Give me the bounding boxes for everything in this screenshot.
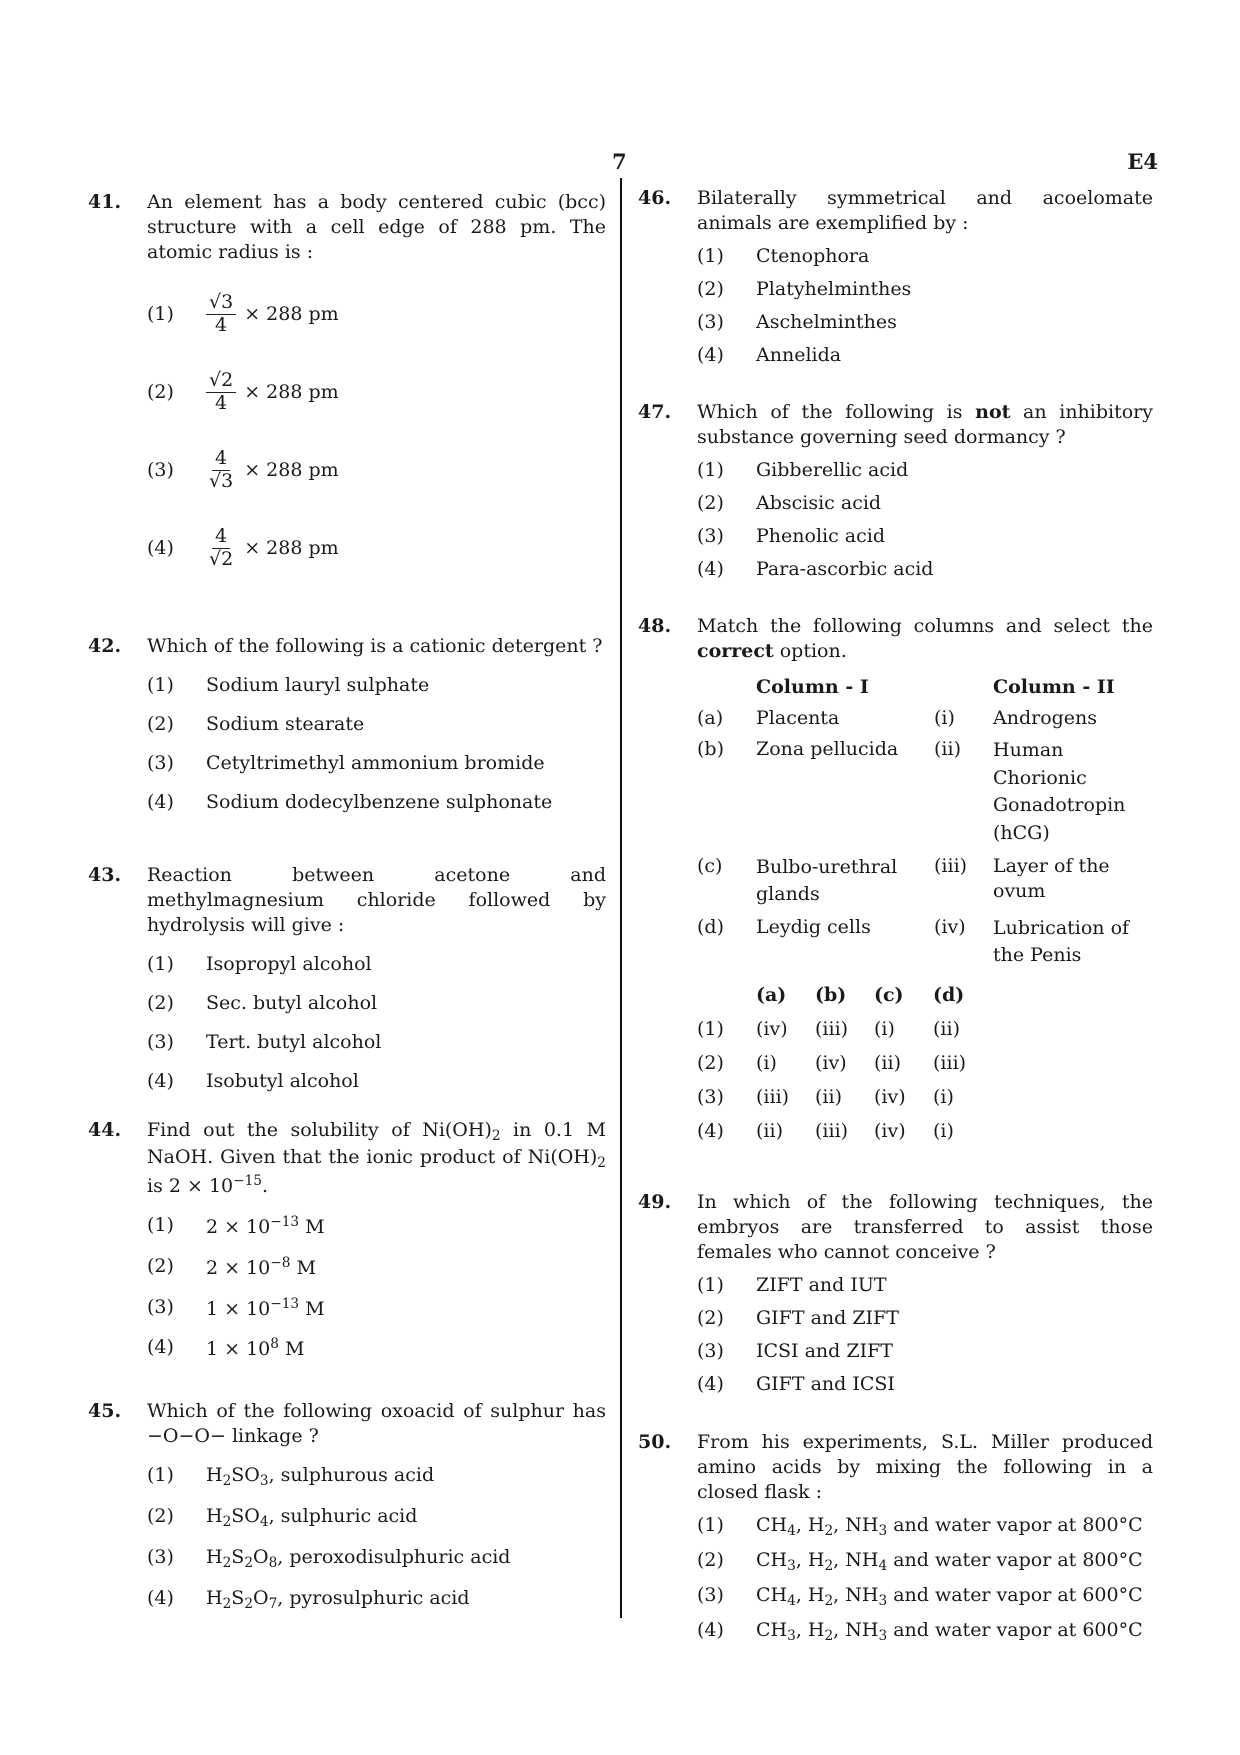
question-47	[638, 400, 1153, 582]
option-text: Ctenophora	[756, 245, 870, 268]
option-text: GIFT and ICSI	[756, 1373, 895, 1396]
unit: M	[299, 1297, 325, 1320]
row-item: Human Chorionic Gonadotropin (hCG)	[993, 739, 1126, 844]
formula-part: , H	[795, 1584, 825, 1607]
match-row	[697, 851, 1153, 912]
option-3[interactable]	[697, 1583, 1153, 1610]
subscript: 2	[244, 1595, 254, 1612]
superscript: −15	[233, 1172, 262, 1189]
formula-part: and water vapor at 800°C	[887, 1549, 1143, 1572]
option-text: Abscisic acid	[756, 492, 882, 515]
question-number: 49.	[638, 1191, 672, 1213]
option-label: (3)	[697, 1086, 724, 1109]
option-label: (3)	[147, 1545, 174, 1568]
option-label: (2)	[147, 713, 174, 736]
option-label: (3)	[147, 1031, 174, 1054]
answer-table	[697, 979, 992, 1149]
formula-part: H	[206, 1545, 223, 1568]
numerator: 4	[212, 448, 230, 471]
option-label: (2)	[697, 492, 724, 515]
option-3[interactable]	[697, 1081, 992, 1115]
stem-part: is 2 × 10	[147, 1174, 234, 1197]
option-text	[206, 1463, 606, 1490]
row-label: (iii)	[934, 854, 968, 877]
option-text: Gibberellic acid	[756, 459, 909, 482]
subscript: 3	[878, 1627, 888, 1644]
option-3[interactable]	[697, 1339, 1153, 1364]
option-3[interactable]	[147, 1295, 606, 1322]
subscript: 3	[787, 1557, 796, 1574]
match-row	[697, 912, 1153, 973]
subscript: 2	[491, 1127, 501, 1144]
subscript: 3	[878, 1592, 888, 1609]
option-label: (2)	[697, 1307, 724, 1330]
formula-part: S	[231, 1545, 245, 1568]
option-text	[206, 1335, 606, 1362]
formula-part: O	[253, 1545, 269, 1568]
option-3[interactable]	[697, 310, 1153, 335]
option-2[interactable]	[147, 363, 606, 421]
option-text: Sodium lauryl sulphate	[206, 674, 430, 697]
option-text: GIFT and ZIFT	[756, 1307, 899, 1330]
option-4[interactable]	[147, 1335, 606, 1362]
option-1[interactable]	[147, 285, 606, 343]
option-label: (1)	[147, 674, 174, 697]
answer-cell: (iv)	[874, 1120, 906, 1143]
option-4[interactable]	[697, 1115, 992, 1149]
option-1[interactable]	[697, 244, 1153, 269]
option-text	[206, 1254, 606, 1281]
question-48	[638, 614, 1153, 1149]
base: 1 × 10	[206, 1297, 271, 1320]
formula-part: , H	[795, 1514, 825, 1537]
question-42	[88, 634, 606, 815]
row-label: (b)	[697, 738, 724, 761]
option-4[interactable]	[697, 1618, 1153, 1645]
question-number: 50.	[638, 1431, 672, 1453]
option-text: Isopropyl alcohol	[206, 953, 372, 976]
row-label: (i)	[934, 707, 955, 730]
option-label: (1)	[147, 1464, 174, 1487]
question-44	[88, 1118, 606, 1362]
exponent: −13	[270, 1295, 300, 1312]
option-1[interactable]	[697, 458, 1153, 483]
question-stem: An element has a body centered cubic (bcc) structure with a cell edge of 288 pm. The atomic radius is :	[147, 191, 606, 264]
stem-emphasis: correct	[697, 640, 774, 663]
answer-cell: (iii)	[933, 1052, 967, 1075]
option-2[interactable]	[697, 277, 1153, 302]
option-4[interactable]	[697, 557, 1153, 582]
option-text	[206, 1213, 606, 1240]
question-50	[638, 1430, 1153, 1645]
row-item: Lubrication of the Penis	[993, 916, 1130, 967]
answer-header: (c)	[874, 984, 904, 1007]
spacer	[697, 979, 756, 1013]
formula-part: SO	[231, 1505, 260, 1528]
question-stem	[697, 400, 1153, 450]
option-4[interactable]	[697, 343, 1153, 368]
option-label: (4)	[147, 1336, 174, 1359]
answer-cell: (iv)	[815, 1052, 847, 1075]
formula-part: H	[206, 1464, 223, 1487]
subscript: 2	[597, 1154, 606, 1171]
answer-cell: (i)	[933, 1120, 954, 1143]
question-stem: Bilaterally symmetrical and acoelomate animals are exemplified by :	[697, 187, 1153, 235]
option-label: (4)	[147, 537, 174, 560]
subscript: 4	[787, 1592, 796, 1609]
option-label: (4)	[697, 1618, 724, 1641]
subscript: 7	[268, 1595, 278, 1612]
exponent: −8	[270, 1254, 291, 1271]
spacer	[934, 672, 993, 703]
answer-header: (a)	[756, 984, 787, 1007]
denominator: √3	[209, 469, 234, 492]
answer-cell: (i)	[874, 1018, 895, 1041]
answer-cell: (i)	[756, 1052, 777, 1075]
subscript: 2	[222, 1513, 232, 1530]
formula-part: CH	[756, 1549, 788, 1572]
option-4[interactable]	[147, 519, 606, 577]
answer-cell: (i)	[933, 1086, 954, 1109]
question-stem: Reaction between acetone and methylmagnesium chloride followed by hydrolysis will give :	[147, 864, 606, 937]
question-43	[88, 863, 606, 1095]
option-label: (2)	[147, 992, 174, 1015]
option-1[interactable]	[697, 1513, 1153, 1540]
question-number: 45.	[88, 1400, 122, 1422]
match-header-row	[697, 672, 1153, 703]
answer-cell: (ii)	[756, 1120, 783, 1143]
answer-cell: (iii)	[756, 1086, 790, 1109]
option-3[interactable]	[697, 524, 1153, 549]
match-row	[697, 734, 1153, 850]
subscript: 3	[259, 1472, 269, 1489]
option-label: (1)	[697, 459, 724, 482]
formula-part: and water vapor at 800°C	[887, 1514, 1143, 1537]
option-text: ICSI and ZIFT	[756, 1340, 893, 1363]
row-item: Androgens	[993, 707, 1098, 730]
option-4[interactable]	[147, 790, 606, 815]
option-label: (4)	[697, 1373, 724, 1396]
question-stem: Which of the following is a cationic detergent ?	[147, 635, 603, 657]
stem-part: Find out the solubility of Ni(OH)	[147, 1119, 492, 1141]
option-label: (4)	[697, 558, 724, 581]
option-text: Tert. butyl alcohol	[206, 1031, 382, 1054]
acid-name: , sulphurous acid	[268, 1464, 435, 1487]
option-2[interactable]	[697, 1047, 992, 1081]
formula-part: , NH	[833, 1584, 879, 1607]
subscript: 4	[787, 1523, 796, 1540]
row-item: Placenta	[756, 707, 840, 730]
option-label: (2)	[697, 1052, 724, 1075]
stem-part: an inhibitory substance governing seed dormancy ?	[697, 401, 1154, 449]
option-text: Cetyltrimethyl ammonium bromide	[206, 752, 545, 775]
option-text: Aschelminthes	[756, 311, 897, 334]
option-text: Sodium stearate	[206, 713, 365, 736]
question-stem: From his experiments, S.L. Miller produced amino acids by mixing the following in a closed flask :	[697, 1431, 1153, 1504]
formula-part: CH	[756, 1514, 788, 1537]
option-text: Sec. butyl alcohol	[206, 992, 378, 1015]
subscript: 2	[824, 1592, 834, 1609]
option-label: (2)	[697, 1549, 724, 1572]
unit: M	[299, 1215, 325, 1238]
option-label: (1)	[697, 1274, 724, 1297]
exponent: −13	[270, 1213, 300, 1230]
formula-part: H	[206, 1505, 223, 1528]
option-text: Platyhelminthes	[756, 278, 912, 301]
column-1-header: Column - I	[756, 676, 869, 699]
subscript: 4	[878, 1557, 888, 1574]
stem-part: in 0.1 M NaOH. Given that the ionic product of Ni(OH)	[147, 1119, 606, 1168]
option-3[interactable]	[147, 1030, 606, 1055]
option-label: (3)	[697, 311, 724, 334]
formula-part: , H	[795, 1618, 825, 1641]
question-number: 46.	[638, 187, 672, 209]
subscript: 8	[268, 1554, 278, 1571]
option-2[interactable]	[147, 1254, 606, 1281]
option-2[interactable]	[147, 712, 606, 737]
option-1[interactable]	[147, 1463, 606, 1490]
row-item: Bulbo-urethral glands	[756, 855, 898, 906]
option-text	[756, 1618, 1153, 1645]
subscript: 4	[259, 1513, 269, 1530]
stem-part: .	[262, 1174, 269, 1197]
question-stem: In which of the following techniques, the embryos are transferred to assist those females who cannot conceive ?	[697, 1191, 1153, 1264]
option-1[interactable]	[147, 1213, 606, 1240]
option-text: Annelida	[756, 344, 842, 367]
question-number: 41.	[88, 191, 122, 213]
formula-part: , H	[795, 1549, 825, 1572]
option-2[interactable]	[697, 1548, 1153, 1575]
answer-cell: (ii)	[874, 1052, 901, 1075]
option-label: (3)	[697, 1584, 724, 1607]
formula-part: S	[231, 1586, 245, 1609]
option-1[interactable]	[147, 952, 606, 977]
option-2[interactable]	[147, 991, 606, 1016]
subscript: 2	[244, 1554, 254, 1571]
option-label: (4)	[697, 344, 724, 367]
match-row	[697, 703, 1153, 734]
question-stem	[697, 614, 1153, 664]
option-2[interactable]	[697, 1306, 1153, 1331]
denominator: √2	[209, 547, 234, 570]
option-label: (2)	[147, 381, 174, 404]
row-label: (a)	[697, 707, 724, 730]
answer-cell: (iii)	[815, 1018, 849, 1041]
answer-header: (b)	[815, 984, 847, 1007]
formula-part: , NH	[833, 1514, 879, 1537]
row-label: (ii)	[934, 738, 961, 761]
row-label: (iv)	[934, 915, 966, 938]
numerator: √3	[206, 292, 236, 315]
option-label: (2)	[147, 1505, 174, 1528]
fraction	[206, 448, 236, 493]
formula-part: , NH	[833, 1549, 879, 1572]
acid-name: , pyrosulphuric acid	[277, 1586, 470, 1609]
question-46	[638, 186, 1153, 368]
option-3[interactable]	[147, 441, 606, 499]
option-label: (1)	[697, 1018, 724, 1041]
option-label: (4)	[147, 1070, 174, 1093]
answer-header-row	[697, 979, 992, 1013]
option-text: Isobutyl alcohol	[206, 1070, 359, 1093]
formula-part: , NH	[833, 1618, 879, 1641]
option-text	[756, 1513, 1153, 1540]
option-text	[206, 1504, 606, 1531]
option-label: (1)	[147, 953, 174, 976]
spacer	[697, 672, 756, 703]
answer-cell: (ii)	[933, 1018, 960, 1041]
question-number: 48.	[638, 615, 672, 637]
option-text: ZIFT and IUT	[756, 1274, 887, 1297]
acid-name: , peroxodisulphuric acid	[277, 1545, 511, 1568]
formula-part: SO	[231, 1464, 260, 1487]
stem-part: Which of the following is	[697, 401, 976, 423]
option-text	[756, 1583, 1153, 1610]
row-item: Zona pellucida	[756, 738, 899, 761]
option-1[interactable]	[697, 1273, 1153, 1298]
option-label: (2)	[147, 1254, 174, 1277]
option-3[interactable]	[147, 751, 606, 776]
question-49	[638, 1190, 1153, 1398]
question-number: 47.	[638, 401, 672, 423]
subscript: 2	[824, 1627, 834, 1644]
formula-part: H	[206, 1586, 223, 1609]
option-text: Phenolic acid	[756, 525, 885, 548]
exponent: 8	[270, 1336, 279, 1353]
numerator: √2	[206, 370, 236, 393]
question-number: 42.	[88, 635, 122, 657]
fraction	[206, 370, 236, 415]
option-label: (4)	[697, 1120, 724, 1143]
base: 2 × 10	[206, 1256, 271, 1279]
fraction	[206, 292, 236, 337]
subscript: 3	[787, 1627, 796, 1644]
option-tail: × 288 pm	[244, 302, 339, 325]
option-text	[206, 1295, 606, 1322]
option-tail: × 288 pm	[244, 380, 339, 403]
row-item: Leydig cells	[756, 915, 871, 938]
option-label: (3)	[697, 1340, 724, 1363]
answer-header: (d)	[933, 984, 965, 1007]
row-label: (d)	[697, 915, 724, 938]
option-2[interactable]	[147, 1504, 606, 1531]
option-1[interactable]	[697, 1013, 992, 1047]
subscript: 2	[824, 1523, 834, 1540]
formula-part: CH	[756, 1584, 788, 1607]
option-label: (4)	[147, 1586, 174, 1609]
fraction	[206, 526, 236, 571]
option-text	[206, 1586, 606, 1613]
denominator: 4	[215, 313, 228, 336]
answer-cell: (iv)	[874, 1086, 906, 1109]
option-4[interactable]	[147, 1069, 606, 1094]
answer-cell: (ii)	[815, 1086, 842, 1109]
option-text	[206, 1545, 606, 1572]
subscript: 2	[222, 1472, 232, 1489]
answer-cell: (iii)	[815, 1120, 849, 1143]
question-45	[88, 1399, 606, 1613]
numerator: 4	[212, 526, 230, 549]
option-4[interactable]	[697, 1372, 1153, 1397]
subscript: 2	[222, 1595, 232, 1612]
question-41	[88, 190, 606, 577]
denominator: 4	[215, 391, 228, 414]
formula-part: CH	[756, 1618, 788, 1641]
stem-part: Match the following columns and select the	[697, 615, 1153, 637]
stem-part: option.	[773, 640, 847, 663]
question-number: 44.	[88, 1119, 122, 1141]
option-tail: × 288 pm	[244, 536, 339, 559]
option-3[interactable]	[147, 1545, 606, 1572]
match-table	[697, 672, 1153, 973]
option-2[interactable]	[697, 491, 1153, 516]
formula-part: O	[253, 1586, 269, 1609]
question-stem: Which of the following oxoacid of sulphur has −O−O− linkage ?	[147, 1400, 606, 1448]
option-label: (1)	[697, 245, 724, 268]
option-label: (3)	[147, 1295, 174, 1318]
question-stem	[147, 1118, 606, 1199]
stem-emphasis: not	[975, 401, 1011, 423]
column-2-header: Column - II	[993, 676, 1115, 699]
unit: M	[290, 1256, 316, 1279]
option-1[interactable]	[147, 673, 606, 698]
column-divider	[620, 178, 622, 1618]
formula-part: and water vapor at 600°C	[887, 1584, 1143, 1607]
page-number: 7	[612, 149, 627, 174]
option-label: (3)	[697, 525, 724, 548]
subscript: 2	[824, 1557, 834, 1574]
option-text: Para-ascorbic acid	[756, 558, 934, 581]
option-label: (4)	[147, 791, 174, 814]
acid-name: , sulphuric acid	[268, 1505, 418, 1528]
option-label: (1)	[697, 1514, 724, 1537]
unit: M	[278, 1338, 305, 1361]
option-label: (1)	[147, 1213, 174, 1236]
option-label: (3)	[147, 752, 174, 775]
subscript: 3	[878, 1523, 888, 1540]
subscript: 2	[222, 1554, 232, 1571]
formula-part: and water vapor at 600°C	[887, 1618, 1143, 1641]
option-text: Sodium dodecylbenzene sulphonate	[206, 791, 553, 814]
base: 1 × 10	[206, 1338, 271, 1361]
booklet-code: E4	[1127, 149, 1158, 174]
option-text	[756, 1548, 1153, 1575]
option-tail: × 288 pm	[244, 458, 339, 481]
question-number: 43.	[88, 864, 122, 886]
option-label: (2)	[697, 278, 724, 301]
answer-cell: (iv)	[756, 1018, 788, 1041]
option-4[interactable]	[147, 1586, 606, 1613]
option-label: (1)	[147, 303, 174, 326]
row-label: (c)	[697, 854, 723, 877]
option-label: (3)	[147, 459, 174, 482]
base: 2 × 10	[206, 1215, 271, 1238]
row-item: Layer of the ovum	[993, 854, 1110, 902]
